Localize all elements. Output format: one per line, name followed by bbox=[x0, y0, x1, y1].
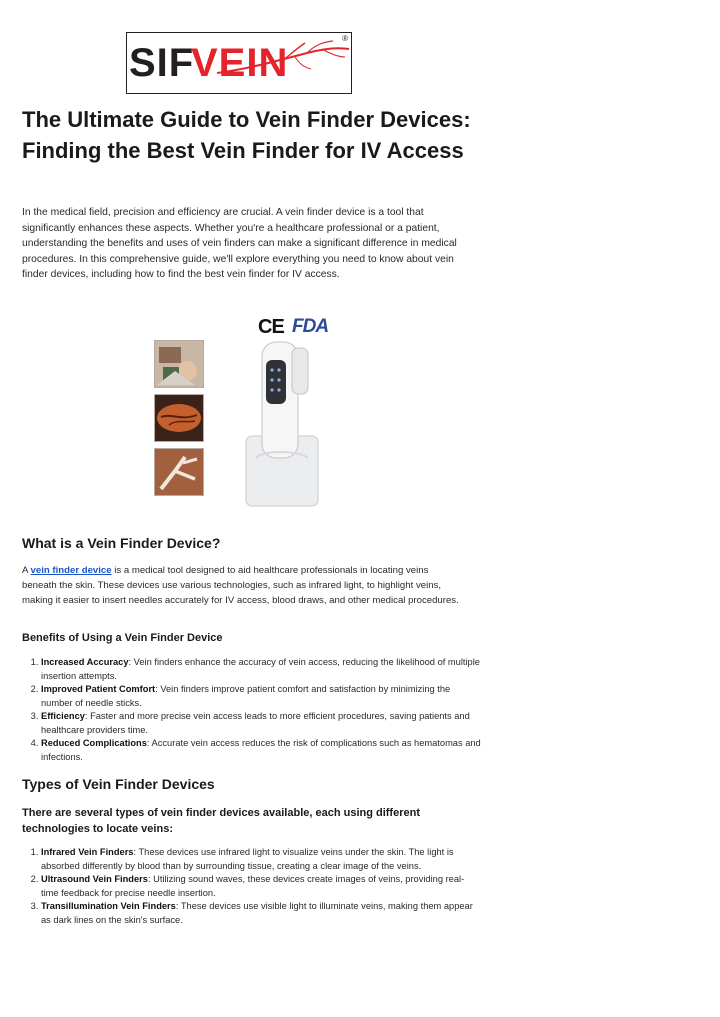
brand-logo bbox=[126, 32, 352, 94]
ce-mark: CE bbox=[258, 316, 284, 338]
types-subheading: There are several types of vein finder devices available, each using different technologies to locate veins: bbox=[22, 807, 420, 835]
benefits-list bbox=[22, 656, 481, 764]
what-is-paragraph: A vein finder device is a medical tool designed to aid healthcare professionals in locating veins beneath the skin. These devices use various technologies, such as infrared light, to highlight veins, making it easier to insert needles accurately for IV access, blood draws, and other medical procedures. bbox=[22, 565, 459, 606]
section-heading-types: Types of Vein Finder Devices bbox=[22, 776, 215, 792]
list-item: 1. Infrared Vein Finders: These devices use infrared light to visualize veins under the skin. The light is absorbed differently by blood than by surrounding tissue, creating a clear image of the veins. bbox=[41, 846, 481, 873]
page-title: The Ultimate Guide to Vein Finder Devices: Finding the Best Vein Finder for IV Access bbox=[22, 107, 471, 163]
vein-finder-device-link[interactable]: vein finder device bbox=[30, 565, 112, 576]
list-item: 3. Efficiency: Faster and more precise vein access leads to more efficient procedures, saving patients and healthcare providers time. bbox=[41, 710, 481, 737]
registered-mark: ® bbox=[342, 34, 348, 43]
benefits-heading: Benefits of Using a Vein Finder Device bbox=[22, 632, 223, 644]
product-image bbox=[150, 310, 410, 515]
intro-paragraph: In the medical field, precision and efficiency are crucial. A vein finder device is a tool that significantly enhances these aspects. Whether you're a healthcare professional or a patient, understanding the benefits and uses of vein finders can make a significant difference in medical procedures. In this comprehensive guide, we'll explore everything you need to know about vein finder devices, including how to find the best vein finder for IV access. bbox=[22, 207, 457, 280]
thumbnail-vein-map bbox=[154, 448, 204, 496]
list-item: 4. Reduced Complications: Accurate vein access reduces the risk of complications such as hematomas and infections. bbox=[41, 737, 481, 764]
list-item: 1. Increased Accuracy: Vein finders enhance the accuracy of vein access, reducing the likelihood of multiple insertion attempts. bbox=[41, 656, 481, 683]
list-item: 3. Transillumination Vein Finders: These devices use visible light to illuminate veins, making them appear as dark lines on the skin's surface. bbox=[41, 900, 481, 927]
vein-finder-device bbox=[242, 338, 332, 510]
logo-text-sif: SIF bbox=[129, 41, 195, 85]
logo-text-vein: VEIN bbox=[191, 41, 289, 85]
thumbnail-patient-scan bbox=[154, 340, 204, 388]
types-list bbox=[22, 846, 481, 927]
logo-vein-swoosh-icon bbox=[187, 39, 352, 79]
fda-mark: FDA bbox=[292, 316, 329, 337]
section-heading-what-is: What is a Vein Finder Device? bbox=[22, 535, 221, 551]
thumbnail-arm-veins bbox=[154, 394, 204, 442]
list-item: 2. Ultrasound Vein Finders: Utilizing sound waves, these devices create images of veins, providing real-time feedback for precise needle insertion. bbox=[41, 873, 481, 900]
list-item: 2. Improved Patient Comfort: Vein finders improve patient comfort and satisfaction by minimizing the number of needle sticks. bbox=[41, 683, 481, 710]
